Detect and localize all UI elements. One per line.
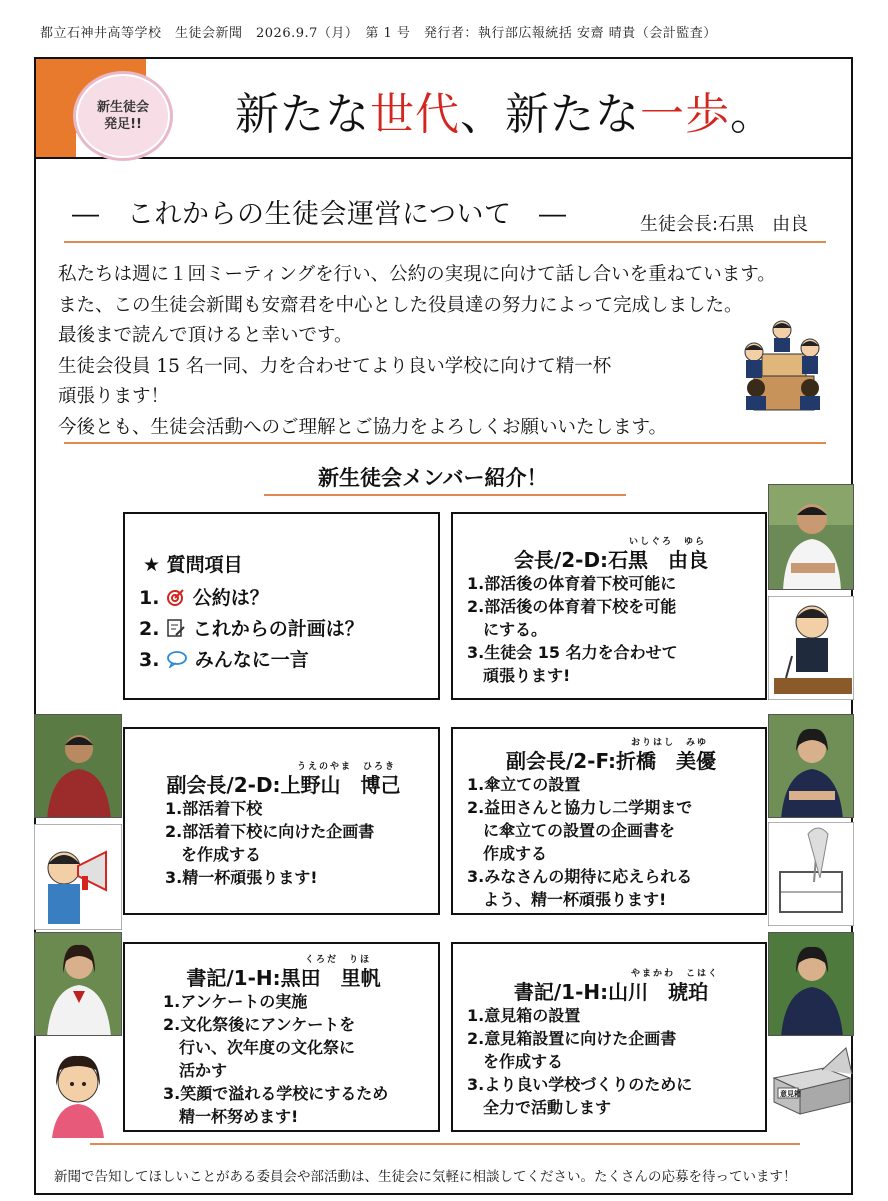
member-item: 全力で活動します (467, 1098, 612, 1117)
member-name: 山川 琥珀 (608, 980, 709, 1004)
question-text: これからの計画は？ (192, 618, 364, 640)
vice-president-1-photo (34, 714, 122, 818)
girl-illustration (34, 1040, 122, 1138)
badge-line-1: 新生徒会 (96, 100, 149, 115)
headline-highlight: 世代 (370, 89, 460, 140)
intro-text (58, 260, 848, 443)
member-item: 活かす (163, 1061, 228, 1080)
member-role: 書記/1-H: (186, 966, 281, 990)
member-name: 石黒 由良 (608, 548, 709, 572)
question-num: 3. (139, 649, 160, 671)
member-items (467, 572, 678, 687)
member-card-secretary-1 (123, 942, 440, 1132)
meeting-illustration (740, 318, 826, 412)
target-icon (166, 588, 186, 606)
member-item: にする。 (467, 620, 548, 639)
member-item: 1.部活後の体育着下校可能に (467, 574, 677, 593)
member-item: 3.笑顔で溢れる学校にするため (163, 1084, 389, 1103)
member-item: 1.アンケートの実施 (163, 992, 308, 1011)
member-item: 3.精一杯頑張ります! (165, 868, 318, 887)
masthead-line: 都立石神井高等学校 生徒会新聞 2026.9.7（月） 第 1 号 発行者：執行部広報統括 安齋 晴貴（会計監査） (40, 26, 717, 41)
member-item: 3.みなさんの期待に応えられる (467, 867, 693, 886)
intro-line: 頑張ります！ (58, 386, 170, 407)
footer-notice: 新聞で告知してほしいことがある委員会や部活動は、生徒会に気軽に相談してください。たくさんの応募を待っています！ (54, 1169, 797, 1185)
secretary-1-photo (34, 932, 122, 1036)
document-edit-icon (166, 618, 186, 638)
member-title (453, 745, 769, 774)
member-item: 1.傘立ての設置 (467, 775, 581, 794)
member-item: に傘立ての設置の企画書を (467, 821, 676, 840)
badge-line-2: 発足!! (104, 117, 142, 132)
name-ruby: うえのやま ひろき (297, 762, 397, 772)
member-items (163, 990, 388, 1128)
name-ruby: やまかわ こはく (631, 969, 720, 979)
member-name: 黒田 里帆 (280, 966, 381, 990)
member-title (453, 544, 769, 573)
speech-podium-illustration (768, 596, 854, 700)
member-item: 3.生徒会 15 名力を合わせて (467, 643, 678, 662)
headline-part: 、新たな (460, 89, 640, 140)
member-role: 副会長/2-D: (166, 773, 281, 797)
member-item: 2.部活後の体育着下校を可能 (467, 597, 677, 616)
question-box (123, 512, 440, 700)
question-num: 2. (139, 618, 160, 640)
opinion-box-illustration (764, 1038, 856, 1118)
orange-corner-decoration-2 (36, 59, 76, 157)
headline-part: 。 (730, 89, 775, 140)
member-item: 1.部活着下校 (165, 799, 263, 818)
intro-line: 生徒会役員 15 名一同、力を合わせてより良い学校に向けて精一杯 (58, 355, 612, 377)
member-name: 折橋 美優 (616, 749, 717, 773)
member-item: 2.意見箱設置に向けた企画書 (467, 1029, 677, 1048)
member-title (125, 769, 442, 798)
headline-part: 新たな (235, 89, 370, 140)
member-item: 2.益田さんと協力し二学期まで (467, 798, 693, 817)
speech-bubble-icon (166, 650, 188, 668)
member-item: 2.部活着下校に向けた企画書 (165, 822, 375, 841)
member-item: 作成する (467, 844, 548, 863)
intro-line: 最後まで読んで頂けると幸いです。 (58, 325, 353, 346)
divider (64, 241, 826, 243)
member-title (125, 962, 442, 991)
question-item (139, 614, 364, 641)
name-ruby: おりはし みゆ (631, 738, 709, 748)
president-photo (768, 484, 854, 590)
vice-president-2-photo (768, 714, 854, 818)
member-item: を作成する (467, 1052, 564, 1071)
divider (90, 1143, 800, 1145)
intro-line: 私たちは週に１回ミーティングを行い、公約の実現に向けて話し合いを重ねています。 (58, 264, 776, 285)
question-heading-text: 質問項目 (166, 554, 243, 576)
secretary-2-photo (768, 932, 854, 1036)
member-item: を作成する (165, 845, 262, 864)
member-name: 上野山 博己 (280, 773, 401, 797)
new-council-badge (76, 74, 170, 158)
member-role: 会長/2-D: (513, 548, 609, 572)
member-role: 副会長/2-F: (505, 749, 617, 773)
member-items (165, 797, 374, 889)
member-card-secretary-2 (451, 942, 767, 1132)
star-icon: ★ (143, 554, 161, 576)
article-subtitle: ― これからの生徒会運営について ― (72, 199, 567, 230)
member-item: 2.文化祭後にアンケートを (163, 1015, 356, 1034)
umbrella-stand-illustration (768, 822, 854, 926)
headline-highlight: 一歩 (640, 89, 730, 140)
member-item: 3.より良い学校づくりのために (467, 1075, 693, 1094)
member-items (467, 773, 692, 911)
member-items (467, 1004, 692, 1119)
question-text: みんなに一言 (194, 649, 309, 671)
member-card-president (451, 512, 767, 700)
member-title (453, 976, 769, 1005)
member-item: 頑張ります! (467, 666, 571, 685)
member-item: 精一杯努めます! (163, 1107, 299, 1126)
members-section-title: 新生徒会メンバー紹介！ (318, 466, 548, 490)
divider (64, 442, 826, 444)
question-num: 1. (139, 587, 160, 609)
member-item: 行い、次年度の文化祭に (163, 1038, 356, 1057)
intro-line: 今後とも、生徒会活動へのご理解とご協力をよろしくお願いいたします。 (58, 416, 668, 438)
intro-line: また、この生徒会新聞も安齋君を中心とした役員達の努力によって完成しました。 (58, 294, 743, 316)
member-item: よう、精一杯頑張ります! (467, 890, 667, 909)
headline (235, 78, 775, 142)
member-role: 書記/1-H: (513, 980, 609, 1004)
article-author: 生徒会長:石黒 由良 (640, 214, 809, 235)
question-heading (143, 550, 243, 577)
question-item (139, 583, 269, 610)
question-text: 公約は？ (192, 587, 269, 609)
opinion-box-label: 意見箱 (780, 1090, 801, 1098)
member-card-vice-president-1 (123, 727, 440, 915)
name-ruby: いしぐろ ゆら (629, 537, 707, 547)
member-item: 1.意見箱の設置 (467, 1006, 581, 1025)
member-card-vice-president-2 (451, 727, 767, 915)
divider (264, 494, 626, 496)
question-item (139, 645, 309, 672)
name-ruby: くろだ りほ (305, 955, 372, 965)
megaphone-illustration (34, 824, 122, 930)
